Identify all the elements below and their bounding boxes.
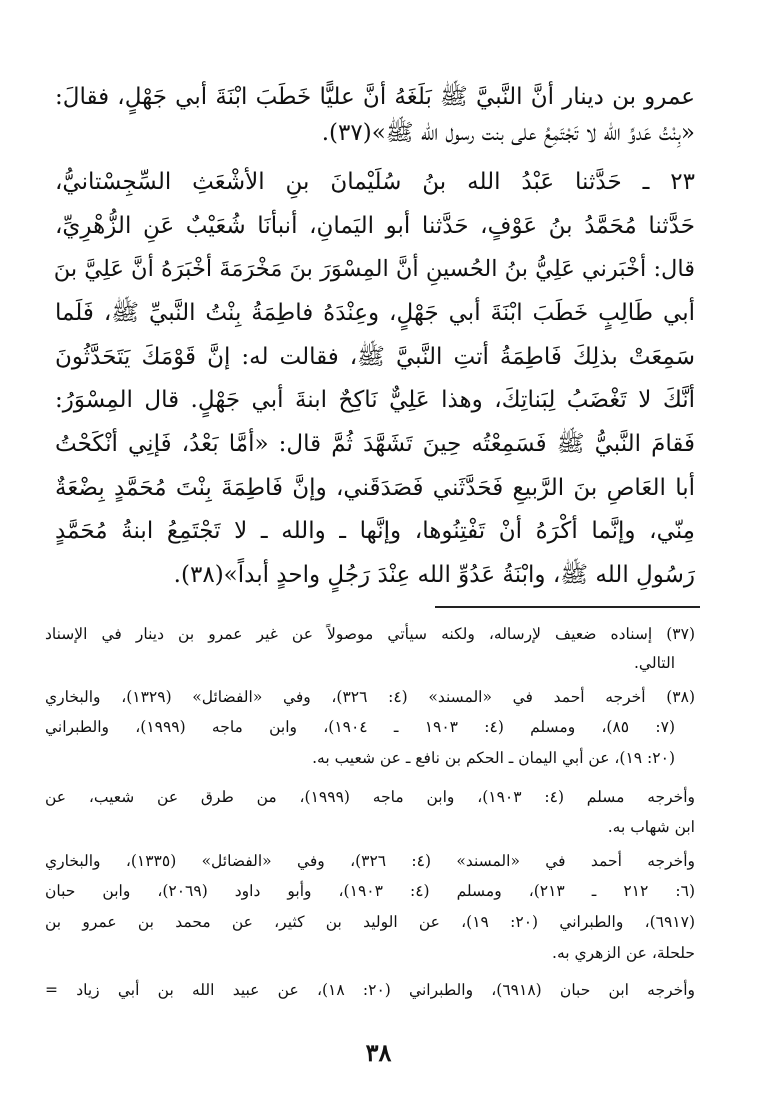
footnote-38-line: (٣٨) أخرجه أحمد في «المسند» (٤: ٣٢٦)، وفي «الفضائل» (١٣٢٩)، والبخاري xyxy=(45,688,695,706)
footnote-38-line: وأخرجه أحمد في «المسند» (٤: ٣٢٦)، وفي «الفضائل» (١٣٣٥)، والبخاري xyxy=(45,852,696,870)
main-text-line: سَمِعَتْ بذلِكَ فَاطِمَةُ أتتِ النَّبيَّ ﷺ، فقالت له: إنَّ قَوْمَكَ يَتَحَدَّثُونَ xyxy=(55,344,695,370)
main-text-line: فَقامَ النَّبيُّ ﷺ فَسَمِعْتُه حِينَ تَشَهَّدَ ثُمَّ قال: «أمَّا بَعْدُ، فَإنِي أنْكَحْتُ xyxy=(55,431,695,457)
footnote-38-line: (٧: ٨٥)، ومسلم (٤: ١٩٠٣ ـ ١٩٠٤)، وابن ماجه (١٩٩٩)، والطبراني xyxy=(45,718,676,736)
main-text-line: حَدَّثنا مُحَمَّدُ بنُ عَوْفٍ، حَدَّثنا أبو اليَمانِ، أنبأنَا شُعَيْبٌ عَنِ الزُّهْرِيِّ، xyxy=(55,213,695,239)
footnote-38-line: ابن شهاب به. xyxy=(607,818,695,836)
main-text-line: أبي طَالِبٍ خَطَبَ ابْنَةَ أبي جَهْلٍ، وعِنْدَهُ فاطِمَةُ بِنْتُ النَّبيِّ ﷺ، فَلَما xyxy=(55,300,695,326)
footnote-separator xyxy=(435,606,700,608)
page-number: ٣٨ xyxy=(365,1038,392,1067)
main-text-line: عمرو بن دينار أنَّ النَّبيَّ ﷺ بَلَغَهُ أنَّ عليًّا خَطَبَ ابْنَةَ أبي جَهْلٍ، فقالَ: xyxy=(55,84,695,110)
main-text-line: رَسُولِ الله ﷺ، وابْنَةُ عَدُوِّ الله عِنْدَ رَجُلٍ واحدٍ أبداً»(٣٨). xyxy=(173,562,695,588)
footnote-38-line: وأخرجه مسلم (٤: ١٩٠٣)، وابن ماجه (١٩٩٩)، من طرق عن شعيب، عن xyxy=(45,788,696,806)
main-text-line: أبا العَاصِ بنَ الرَّبيعِ فَحَدَّثَني فَصَدَقَني، وإنَّ فَاطِمَةَ بِنْتَ مُحَمَّدٍ بِضْعَةٌ xyxy=(55,475,695,501)
footnote-38-line: (٢٠: ١٩)، عن أبي اليمان ـ الحكم بن نافع ـ عن شعيب به. xyxy=(312,749,675,767)
footnote-37-line: (٣٧) إسناده ضعيف لإرساله، ولكنه سيأتي موصولاً عن غير عمرو بن دينار في الإسناد xyxy=(45,625,695,643)
footnote-38-line: (٦٩١٧)، والطبراني (٢٠: ١٩)، عن الوليد بن كثير، عن محمد بن عمرو بن xyxy=(45,913,695,931)
footnote-38-line: حلحلة، عن الزهري به. xyxy=(552,944,695,962)
footnote-38-line: وأخرجه ابن حبان (٦٩١٨)، والطبراني (٢٠: ١٨)، عن عبيد الله بن أبي زياد = xyxy=(45,981,695,999)
main-text-line: أنَّكَ لا تَغْضَبُ لِبَناتِكَ، وهذا عَلِيٌّ نَاكِحٌ ابنةَ أبي جَهْلٍ. قال المِسْوَرُ: xyxy=(55,387,695,413)
main-text-line: قال: أخْبَرني عَلِيُّ بنُ الحُسينِ أنَّ المِسْوَرَ بنَ مَخْرَمَةَ أخْبَرَهُ أنَّ عَلِيَّ بنَ xyxy=(53,256,695,282)
footnote-38-line: (٦: ٢١٢ ـ ٢١٣)، ومسلم (٤: ١٩٠٣)، وأبو داود (٢٠٦٩)، وابن حبان xyxy=(45,882,695,900)
main-text-line: «بِنْتُ عَدوِّ الله لا تَجْتَمِعُ على بنت رسول الله ﷺ»(٣٧). xyxy=(321,120,695,146)
hadith-23-heading-line: ٢٣ ـ حَدَّثنا عَبْدُ الله بنُ سُلَيْمانَ بنِ الأشْعَثِ السِّجِسْتانيُّ، xyxy=(55,169,695,195)
footnote-37-line: التالي. xyxy=(634,654,675,672)
main-text-line: مِنّي، وإنَّما أكْرَهُ أنْ تَفْتِنُوها، وإنَّها ـ والله ـ لا تَجْتَمِعُ ابنةُ مُحَمَّدٍ xyxy=(55,518,695,544)
